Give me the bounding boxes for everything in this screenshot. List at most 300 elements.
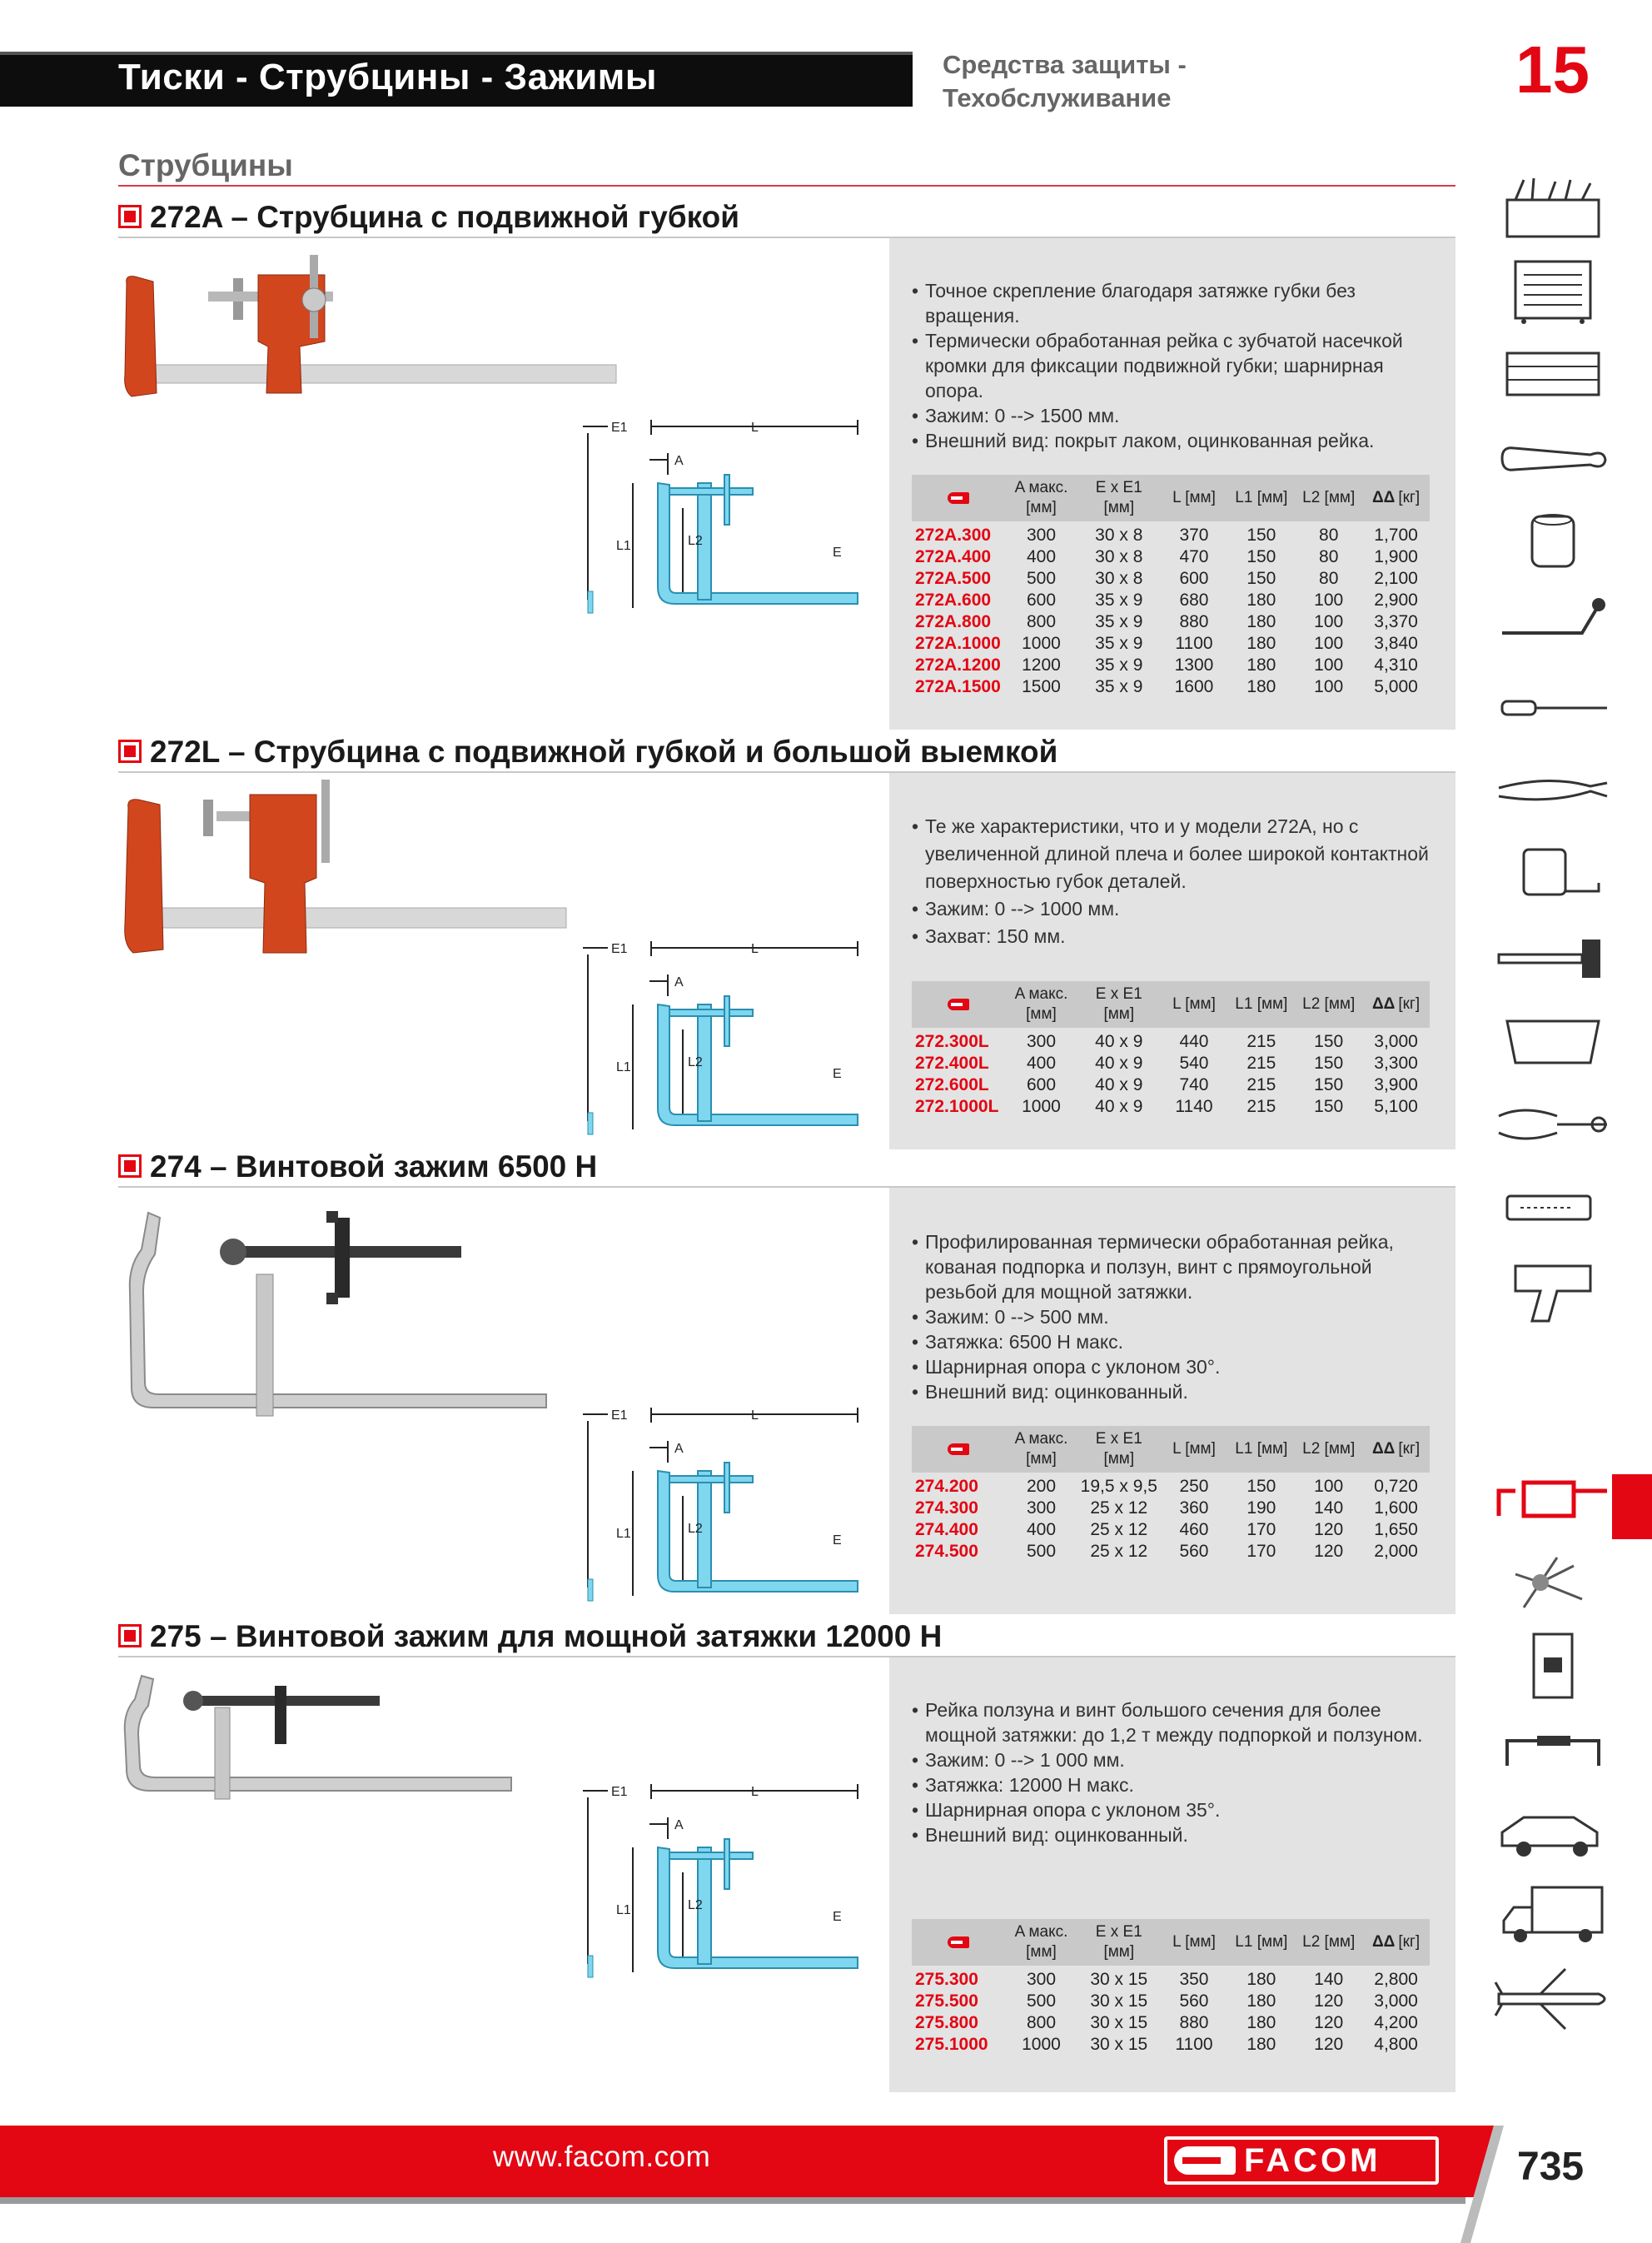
facom-ref-icon [948, 1936, 969, 1948]
column-header [1295, 1919, 1362, 1966]
facom-logo-mark-icon [1174, 2146, 1236, 2175]
table-header-row [912, 1426, 1430, 1473]
table-cell: 0,720 [1374, 1477, 1418, 1496]
table-cell: 1,900 [1374, 547, 1418, 566]
table-cell: 215 [1246, 1054, 1276, 1073]
column-header [1227, 475, 1295, 521]
feature-list [912, 1697, 1445, 1847]
facom-ref-header [912, 1919, 1005, 1966]
column-header [1295, 981, 1362, 1028]
table-cell: 100 [1314, 591, 1344, 610]
table-cell: 100 [1314, 1477, 1344, 1496]
footer-underline [0, 2197, 1465, 2204]
column-header-text: L [мм] [1172, 995, 1216, 1013]
table-row [912, 1966, 1430, 1991]
reference-cell: 272A.400 [915, 547, 992, 566]
feature-item: • Шарнирная опора с уклоном 35°. [912, 1797, 1445, 1822]
reference-cell: 272A.300 [915, 526, 992, 545]
table-cell: 40 x 9 [1095, 1054, 1143, 1073]
table-cell: 190 [1246, 1498, 1276, 1518]
table-cell: 120 [1314, 1991, 1344, 2011]
column-header [1161, 475, 1228, 521]
table-cell: 5,000 [1374, 677, 1418, 696]
reference-cell: 272A.600 [915, 591, 992, 610]
table-cell: 3,900 [1374, 1075, 1418, 1094]
feature-item: • Затяжка: 6500 Н макс. [912, 1329, 1445, 1354]
table-cell: 1,700 [1374, 526, 1418, 545]
table-cell: 460 [1179, 1520, 1209, 1539]
feature-item: • Точное скрепление благодаря затяжке губки без вращения. [912, 278, 1445, 328]
feature-item: • Затяжка: 12000 Н макс. [912, 1772, 1445, 1797]
ratchet-icon[interactable] [1490, 591, 1615, 658]
table-row [912, 546, 1430, 568]
product-title: 272L – Струбцина с подвижной губкой и большой выемкой [150, 735, 1058, 769]
bullet-square-icon [118, 205, 142, 228]
table-cell: 2,800 [1374, 1970, 1418, 1989]
reference-cell: 272A.1000 [915, 634, 1001, 653]
feature-item: • Внешний вид: оцинкованный. [912, 1379, 1445, 1404]
table-cell: 370 [1179, 526, 1209, 545]
feature-list [912, 813, 1445, 950]
spec-table [912, 1919, 1430, 2056]
column-header-text: [мм] [1103, 499, 1135, 516]
table-cell: 4,310 [1374, 655, 1418, 675]
table-cell: 100 [1314, 677, 1344, 696]
facom-logo [1164, 2136, 1439, 2185]
table-header-row [912, 1919, 1430, 1966]
product-heading-272a [118, 197, 1455, 238]
table-cell: 440 [1179, 1032, 1209, 1051]
table-row [912, 633, 1430, 655]
column-header-text: [кг] [1398, 1933, 1421, 1951]
table-cell: 3,000 [1374, 1991, 1418, 2011]
column-header-text: E x E1 [1095, 1923, 1142, 1941]
table-cell: 120 [1314, 2013, 1344, 2032]
screwdriver-icon[interactable] [1490, 675, 1615, 741]
table-cell: 180 [1246, 591, 1276, 610]
dim-label-a: A [674, 975, 684, 989]
table-cell: 1600 [1174, 677, 1214, 696]
table-cell: 360 [1179, 1498, 1209, 1518]
table-cell: 100 [1314, 634, 1344, 653]
column-header [1005, 981, 1077, 1028]
dim-label-e: E [833, 546, 842, 560]
feature-item: • Зажим: 0 --> 1000 мм. [912, 895, 1445, 923]
facom-ref-icon [948, 999, 969, 1010]
puller-icon[interactable] [1490, 1091, 1615, 1158]
table-cell: 170 [1246, 1542, 1276, 1561]
table-cell: 1200 [1022, 655, 1061, 675]
table-row [912, 1498, 1430, 1519]
column-header-text: A макс. [1014, 985, 1068, 1003]
circuit-breaker-icon[interactable] [1490, 1632, 1615, 1699]
bullet-square-icon [118, 1624, 142, 1647]
truck-icon[interactable] [1490, 1882, 1615, 1949]
column-header-text: ΔΔ [1372, 1440, 1396, 1458]
safety-icon[interactable] [1490, 1549, 1615, 1616]
table-header-row [912, 475, 1430, 521]
column-header-text: [мм] [1026, 1450, 1057, 1468]
table-cell: 25 x 12 [1090, 1498, 1148, 1518]
column-header-text: L2 [мм] [1302, 1933, 1356, 1951]
table-cell: 2,900 [1374, 591, 1418, 610]
table-cell: 30 x 8 [1095, 547, 1143, 566]
facom-ref-header [912, 981, 1005, 1028]
tool-drawer-icon[interactable] [1490, 341, 1615, 408]
feature-item: • Профилированная термически обработанная рейка, кованая подпорка и ползун, винт с прямоугольной резьбой для мощной затяжки. [912, 1229, 1445, 1304]
table-cell: 215 [1246, 1032, 1276, 1051]
dimension-diagram-272a [575, 416, 874, 625]
dimension-diagram-272l [575, 938, 874, 1146]
table-row [912, 1519, 1430, 1541]
dim-label-l: L [751, 1785, 759, 1799]
table-cell: 30 x 15 [1090, 2035, 1148, 2054]
column-header [1077, 1426, 1161, 1473]
table-cell: 3,000 [1374, 1032, 1418, 1051]
table-cell: 500 [1026, 1991, 1057, 2011]
table-cell: 80 [1319, 547, 1339, 566]
table-cell: 215 [1246, 1097, 1276, 1116]
table-cell: 170 [1246, 1520, 1276, 1539]
table-cell: 180 [1246, 655, 1276, 675]
column-header-text: [кг] [1398, 995, 1421, 1013]
column-header-text: L2 [мм] [1302, 1440, 1356, 1458]
column-header [1005, 475, 1077, 521]
column-header [1161, 981, 1228, 1028]
vice-clamp-icon[interactable] [1490, 1466, 1615, 1533]
dim-label-e1: E1 [611, 1408, 628, 1423]
table-cell: 1300 [1174, 655, 1214, 675]
table-cell: 35 x 9 [1095, 634, 1143, 653]
table-cell: 540 [1179, 1054, 1209, 1073]
table-cell: 500 [1026, 1542, 1057, 1561]
column-header-text: A макс. [1014, 479, 1068, 496]
feature-item: • Шарнирная опора с уклоном 30°. [912, 1354, 1445, 1379]
tool-cabinet-icon[interactable] [1490, 258, 1615, 325]
reference-cell: 274.200 [915, 1477, 978, 1496]
handle-icon[interactable] [1490, 1716, 1615, 1782]
table-cell: 300 [1026, 1032, 1057, 1051]
table-cell: 180 [1246, 677, 1276, 696]
reference-cell: 272.600L [915, 1075, 989, 1094]
table-row [912, 1991, 1430, 2012]
dim-label-a: A [674, 1442, 684, 1456]
product-title: 274 – Винтовой зажим 6500 Н [150, 1149, 598, 1184]
table-cell: 180 [1246, 1970, 1276, 1989]
table-row [912, 590, 1430, 611]
table-cell: 30 x 8 [1095, 526, 1143, 545]
section-divider [118, 185, 1455, 187]
table-cell: 35 x 9 [1095, 591, 1143, 610]
reference-cell: 272.400L [915, 1054, 989, 1073]
dim-label-l: L [751, 421, 759, 435]
table-row [912, 2012, 1430, 2034]
table-cell: 180 [1246, 634, 1276, 653]
reference-cell: 272A.1500 [915, 677, 1001, 696]
table-cell: 80 [1319, 569, 1339, 588]
reference-cell: 275.800 [915, 2013, 978, 2032]
reference-cell: 272.300L [915, 1032, 989, 1051]
section-title: Струбцины [118, 148, 293, 182]
feature-item: • Внешний вид: оцинкованный. [912, 1822, 1445, 1847]
table-cell: 600 [1179, 569, 1209, 588]
table-cell: 180 [1246, 612, 1276, 631]
dim-label-l2: L2 [688, 1522, 703, 1536]
active-category-tab [1612, 1474, 1652, 1539]
facom-logo-word: FACOM [1244, 2142, 1381, 2179]
column-header-text: A макс. [1014, 1430, 1068, 1448]
airplane-icon[interactable] [1490, 1966, 1615, 2032]
column-header-text: [мм] [1103, 1005, 1135, 1023]
table-cell: 200 [1026, 1477, 1057, 1496]
reference-cell: 275.1000 [915, 2035, 988, 2054]
hammer-icon[interactable] [1490, 925, 1615, 991]
table-cell: 40 x 9 [1095, 1075, 1143, 1094]
table-cell: 300 [1026, 1970, 1057, 1989]
hacksaw-icon[interactable] [1490, 1008, 1615, 1074]
column-header-text: L1 [мм] [1235, 1440, 1288, 1458]
tester-icon[interactable] [1490, 1174, 1615, 1241]
column-header [1161, 1426, 1228, 1473]
column-header-text: [кг] [1398, 1440, 1421, 1458]
page-number: 735 [1517, 2145, 1585, 2189]
table-cell: 80 [1319, 526, 1339, 545]
feature-item: • Зажим: 0 --> 1500 мм. [912, 403, 1445, 428]
reference-cell: 272A.800 [915, 612, 992, 631]
product-title: 272A – Струбцина с подвижной губкой [150, 200, 740, 234]
table-cell: 470 [1179, 547, 1209, 566]
feature-item: • Зажим: 0 --> 500 мм. [912, 1304, 1445, 1329]
table-cell: 140 [1314, 1970, 1344, 1989]
clamp-photo-274 [117, 1199, 558, 1441]
table-cell: 40 x 9 [1095, 1032, 1143, 1051]
impact-wrench-icon[interactable] [1490, 1258, 1615, 1324]
table-cell: 4,800 [1374, 2035, 1418, 2054]
product-heading-274 [118, 1146, 1455, 1188]
table-row [912, 521, 1430, 546]
column-header-text: A макс. [1014, 1923, 1068, 1941]
table-cell: 300 [1026, 526, 1057, 545]
table-cell: 1,600 [1374, 1498, 1418, 1518]
column-header [1362, 1426, 1430, 1473]
product-heading-275 [118, 1616, 1455, 1657]
tool-box-icon[interactable] [1490, 175, 1615, 242]
table-cell: 120 [1314, 1520, 1344, 1539]
table-cell: 250 [1179, 1477, 1209, 1496]
socket-icon[interactable] [1490, 508, 1615, 575]
column-header [1227, 1426, 1295, 1473]
table-cell: 560 [1179, 1542, 1209, 1561]
reference-cell: 274.300 [915, 1498, 978, 1518]
dimension-diagram-274 [575, 1404, 874, 1612]
column-header-text: L1 [мм] [1235, 1933, 1288, 1951]
table-cell: 150 [1246, 569, 1276, 588]
dim-label-l1: L1 [616, 539, 631, 553]
column-header-text: ΔΔ [1372, 489, 1396, 506]
dim-label-e: E [833, 1533, 842, 1548]
table-cell: 120 [1314, 1542, 1344, 1561]
feature-item: • Внешний вид: покрыт лаком, оцинкованная рейка. [912, 428, 1445, 453]
feature-item: • Захват: 150 мм. [912, 923, 1445, 950]
facom-ref-icon [948, 492, 969, 504]
table-cell: 100 [1314, 655, 1344, 675]
dim-label-e1: E1 [611, 421, 628, 435]
table-cell: 140 [1314, 1498, 1344, 1518]
table-cell: 400 [1026, 547, 1057, 566]
header-subtitle [943, 48, 1187, 115]
dim-label-e: E [833, 1910, 842, 1924]
reference-cell: 272A.500 [915, 569, 992, 588]
table-cell: 30 x 15 [1090, 1991, 1148, 2011]
column-header-text: L2 [мм] [1302, 489, 1356, 506]
table-cell: 2,100 [1374, 569, 1418, 588]
feature-list [912, 1229, 1445, 1404]
table-header-row [912, 981, 1430, 1028]
table-cell: 35 x 9 [1095, 655, 1143, 675]
table-cell: 400 [1026, 1520, 1057, 1539]
feature-list [912, 278, 1445, 453]
reference-cell: 274.500 [915, 1542, 978, 1561]
table-cell: 1,650 [1374, 1520, 1418, 1539]
table-row [912, 568, 1430, 590]
table-row [912, 1074, 1430, 1096]
table-cell: 35 x 9 [1095, 612, 1143, 631]
reference-cell: 272.1000L [915, 1097, 999, 1116]
table-cell: 180 [1246, 2013, 1276, 2032]
table-cell: 150 [1314, 1075, 1344, 1094]
header-subtitle-line2: Техобслуживание [943, 83, 1172, 112]
table-row [912, 1541, 1430, 1563]
chapter-number: 15 [1515, 32, 1590, 107]
column-header-text: [мм] [1026, 1943, 1057, 1961]
table-cell: 5,100 [1374, 1097, 1418, 1116]
table-cell: 150 [1246, 1477, 1276, 1496]
table-cell: 40 x 9 [1095, 1097, 1143, 1116]
table-cell: 2,000 [1374, 1542, 1418, 1561]
column-header-text: ΔΔ [1372, 995, 1396, 1013]
pliers-icon[interactable] [1490, 758, 1615, 825]
column-header [1161, 1919, 1228, 1966]
column-header-text: L [мм] [1172, 489, 1216, 506]
dim-label-l2: L2 [688, 1898, 703, 1912]
table-cell: 30 x 15 [1090, 2013, 1148, 2032]
table-cell: 3,370 [1374, 612, 1418, 631]
table-cell: 880 [1179, 612, 1209, 631]
table-cell: 25 x 12 [1090, 1542, 1148, 1561]
table-cell: 150 [1246, 547, 1276, 566]
footer-url[interactable]: www.facom.com [493, 2141, 711, 2173]
column-header [1005, 1919, 1077, 1966]
table-cell: 215 [1246, 1075, 1276, 1094]
table-cell: 150 [1314, 1032, 1344, 1051]
dimension-diagram-275 [575, 1781, 874, 1989]
column-header-text: [мм] [1026, 1005, 1057, 1023]
table-cell: 4,200 [1374, 2013, 1418, 2032]
column-header-text: [кг] [1398, 489, 1421, 506]
column-header-text: [мм] [1026, 499, 1057, 516]
table-cell: 680 [1179, 591, 1209, 610]
table-row [912, 655, 1430, 676]
table-cell: 150 [1314, 1054, 1344, 1073]
dim-label-e1: E1 [611, 1785, 628, 1799]
table-cell: 800 [1026, 2013, 1057, 2032]
dim-label-e: E [833, 1067, 842, 1081]
feature-item: • Зажим: 0 --> 1 000 мм. [912, 1747, 1445, 1772]
column-header [1077, 475, 1161, 521]
table-cell: 1500 [1022, 677, 1061, 696]
table-cell: 180 [1246, 2035, 1276, 2054]
feature-item: • Те же характеристики, что и у модели 272A, но с увеличенной длиной плеча и более широкой контактной поверхностью губок деталей. [912, 813, 1445, 895]
table-cell: 150 [1314, 1097, 1344, 1116]
dim-label-l2: L2 [688, 1055, 703, 1069]
dim-label-l1: L1 [616, 1060, 631, 1074]
product-title: 275 – Винтовой зажим для мощной затяжки 12000 Н [150, 1619, 943, 1653]
column-header-text: L1 [мм] [1235, 995, 1288, 1013]
table-row [912, 676, 1430, 698]
table-cell: 3,300 [1374, 1054, 1418, 1073]
table-cell: 30 x 15 [1090, 1970, 1148, 1989]
table-cell: 1000 [1022, 634, 1061, 653]
column-header-text: ΔΔ [1372, 1933, 1396, 1951]
table-cell: 560 [1179, 1991, 1209, 2011]
column-header [1077, 981, 1161, 1028]
table-cell: 3,840 [1374, 634, 1418, 653]
reference-cell: 275.500 [915, 1991, 978, 2011]
dim-label-l: L [751, 942, 759, 956]
column-header [1077, 1919, 1161, 1966]
clamp-photo-275 [117, 1666, 525, 1816]
column-header-text: [мм] [1103, 1450, 1135, 1468]
column-header-text: L [мм] [1172, 1440, 1216, 1458]
table-row [912, 1028, 1430, 1053]
table-cell: 1140 [1175, 1097, 1213, 1116]
spec-table [912, 475, 1430, 698]
column-header [1227, 1919, 1295, 1966]
column-header-text: L1 [мм] [1235, 489, 1288, 506]
column-header [1362, 1919, 1430, 1966]
spec-table [912, 1426, 1430, 1563]
dim-label-a: A [674, 1818, 684, 1832]
bullet-square-icon [118, 1154, 142, 1178]
column-header [1005, 1426, 1077, 1473]
column-header-text: [мм] [1103, 1943, 1135, 1961]
table-row [912, 1053, 1430, 1074]
table-cell: 500 [1026, 569, 1057, 588]
table-cell: 1100 [1175, 634, 1213, 653]
column-header [1295, 1426, 1362, 1473]
table-cell: 600 [1026, 591, 1057, 610]
table-cell: 30 x 8 [1095, 569, 1143, 588]
facom-ref-header [912, 475, 1005, 521]
column-header [1362, 475, 1430, 521]
reference-cell: 275.300 [915, 1970, 978, 1989]
reference-cell: 274.400 [915, 1520, 978, 1539]
table-cell: 150 [1246, 526, 1276, 545]
table-cell: 880 [1179, 2013, 1209, 2032]
car-icon[interactable] [1490, 1799, 1615, 1866]
reference-cell: 272A.1200 [915, 655, 1001, 675]
column-header-text: E x E1 [1095, 1430, 1142, 1448]
table-cell: 350 [1179, 1970, 1209, 1989]
dim-label-l1: L1 [616, 1527, 631, 1541]
clamp-photo-272a [117, 250, 633, 408]
table-cell: 600 [1026, 1075, 1057, 1094]
table-cell: 120 [1314, 2035, 1344, 2054]
column-header [1227, 981, 1295, 1028]
tape-measure-icon[interactable] [1490, 841, 1615, 908]
dim-label-l2: L2 [688, 534, 703, 548]
wrench-icon[interactable] [1490, 425, 1615, 491]
